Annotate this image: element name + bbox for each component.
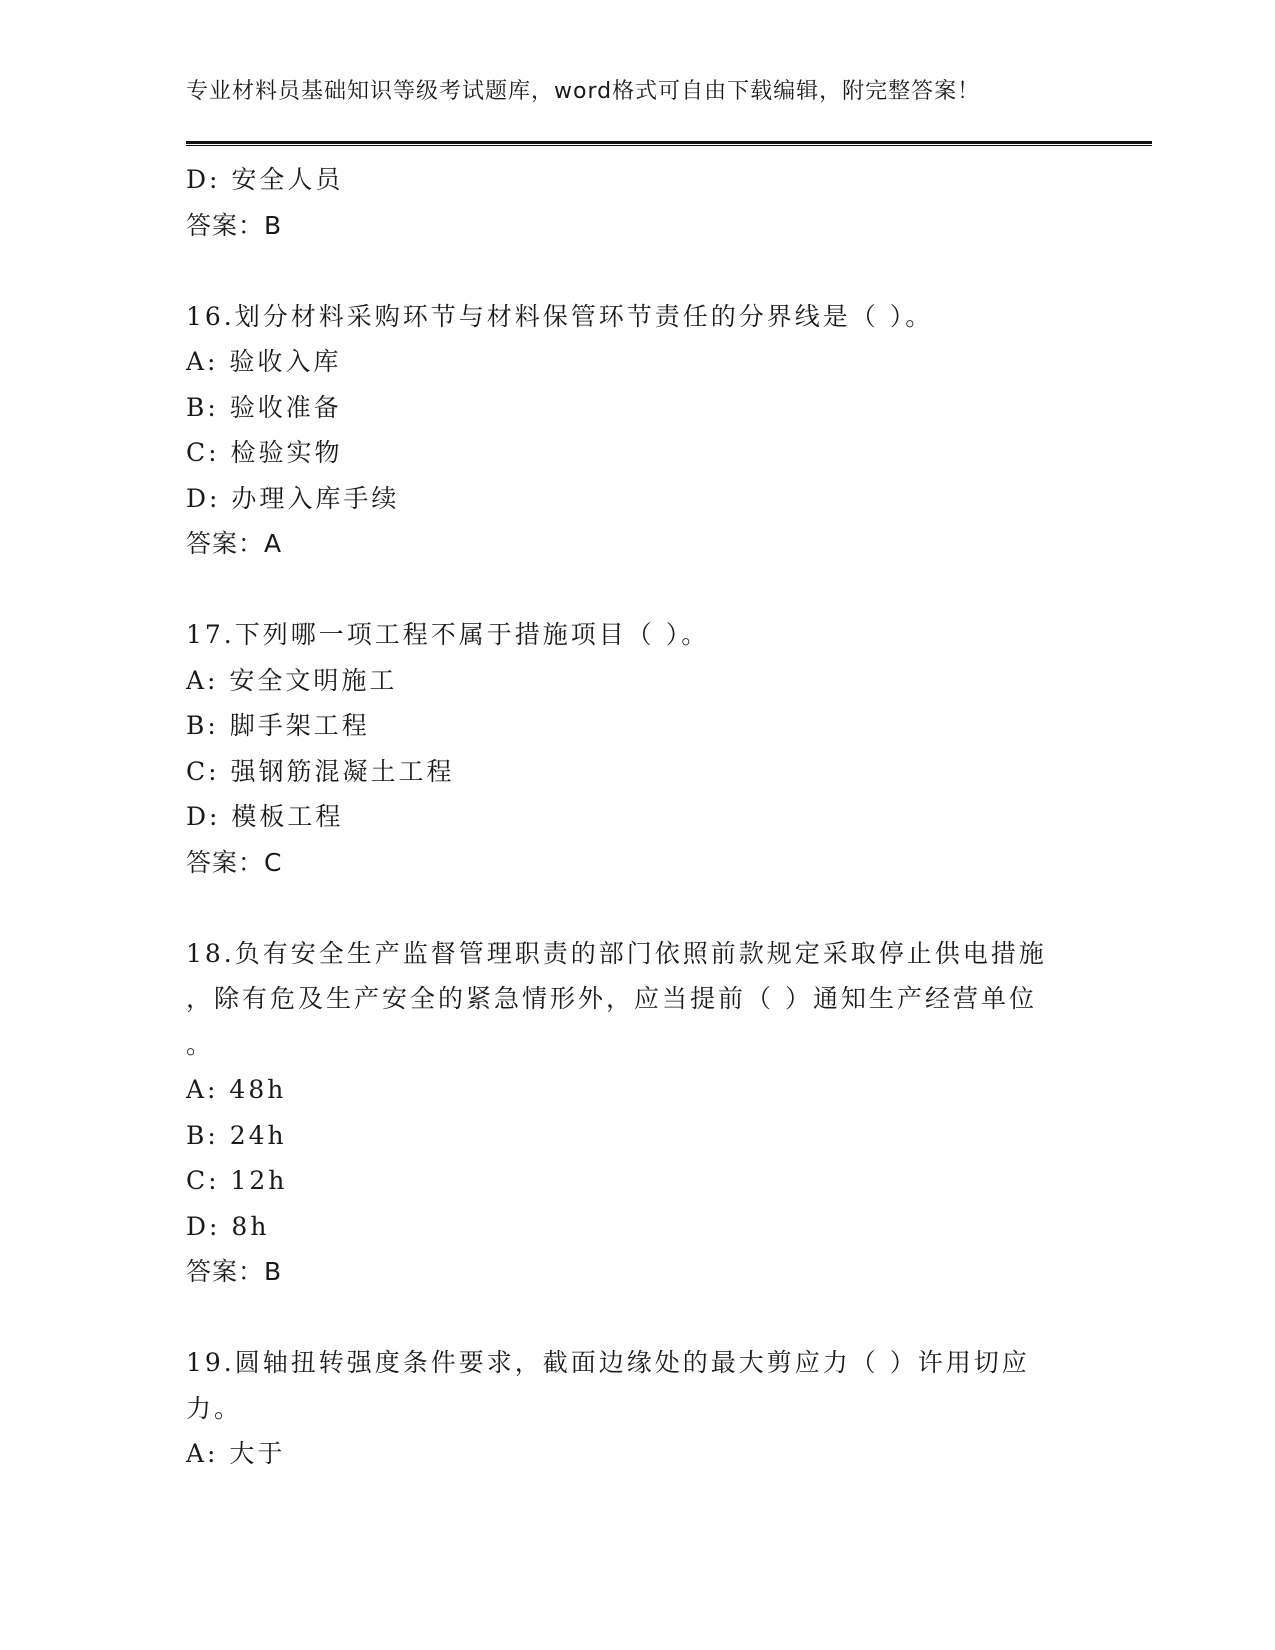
option-d: D: 模板工程: [186, 802, 344, 831]
question-stem-line-1: 18.负有安全生产监督管理职责的部门依照前款规定采取停止供电措施: [186, 938, 1047, 968]
question-stem: 17.下列哪一项工程不属于措施项目（ ）。: [186, 620, 710, 649]
answer: 答案：B: [186, 210, 283, 240]
option-a: A: 安全文明施工: [186, 665, 398, 695]
option-d: D: 8h: [186, 1211, 270, 1241]
option-a: A: 验收入库: [186, 347, 342, 376]
spacer: [186, 885, 1086, 931]
option-c: C: 检验实物: [186, 438, 343, 467]
option-d: D: 办理入库手续: [186, 483, 400, 513]
answer: 答案：C: [186, 847, 283, 877]
question-stem-line-2: 力。: [186, 1393, 243, 1423]
option-a: A: 48h: [186, 1075, 287, 1104]
option-d: D: 安全人员: [186, 165, 344, 194]
spacer: [186, 1295, 1086, 1341]
question-15-tail: [186, 157, 1086, 248]
option-b: B: 脚手架工程: [186, 711, 370, 740]
option-b: B: 24h: [186, 1120, 287, 1150]
question-18: [186, 931, 1086, 1295]
answer: 答案：B: [186, 1257, 283, 1286]
question-17: [186, 612, 1086, 885]
spacer: [186, 248, 1086, 294]
option-c: C: 12h: [186, 1166, 288, 1195]
option-a: A: 大于: [186, 1439, 286, 1468]
header-divider: [186, 141, 1152, 146]
option-b: B: 验收准备: [186, 392, 342, 422]
question-stem-line-1: 19.圆轴扭转强度条件要求，截面边缘处的最大剪应力（ ）许用切应: [186, 1348, 1030, 1377]
question-19: [186, 1340, 1086, 1477]
spacer: [186, 567, 1086, 613]
question-16: [186, 294, 1086, 567]
page-header: 专业材料员基础知识等级考试题库，word格式可自由下载编辑，附完整答案！: [186, 79, 981, 104]
question-list: [186, 157, 1086, 1477]
question-stem-line-3: 。: [186, 1029, 215, 1059]
question-stem: 16.划分材料采购环节与材料保管环节责任的分界线是（ ）。: [186, 301, 934, 331]
option-c: C: 强钢筋混凝土工程: [186, 756, 455, 786]
answer: 答案：A: [186, 529, 283, 558]
question-stem-line-2: ，除有危及生产安全的紧急情形外，应当提前（ ）通知生产经营单位: [186, 984, 1037, 1013]
